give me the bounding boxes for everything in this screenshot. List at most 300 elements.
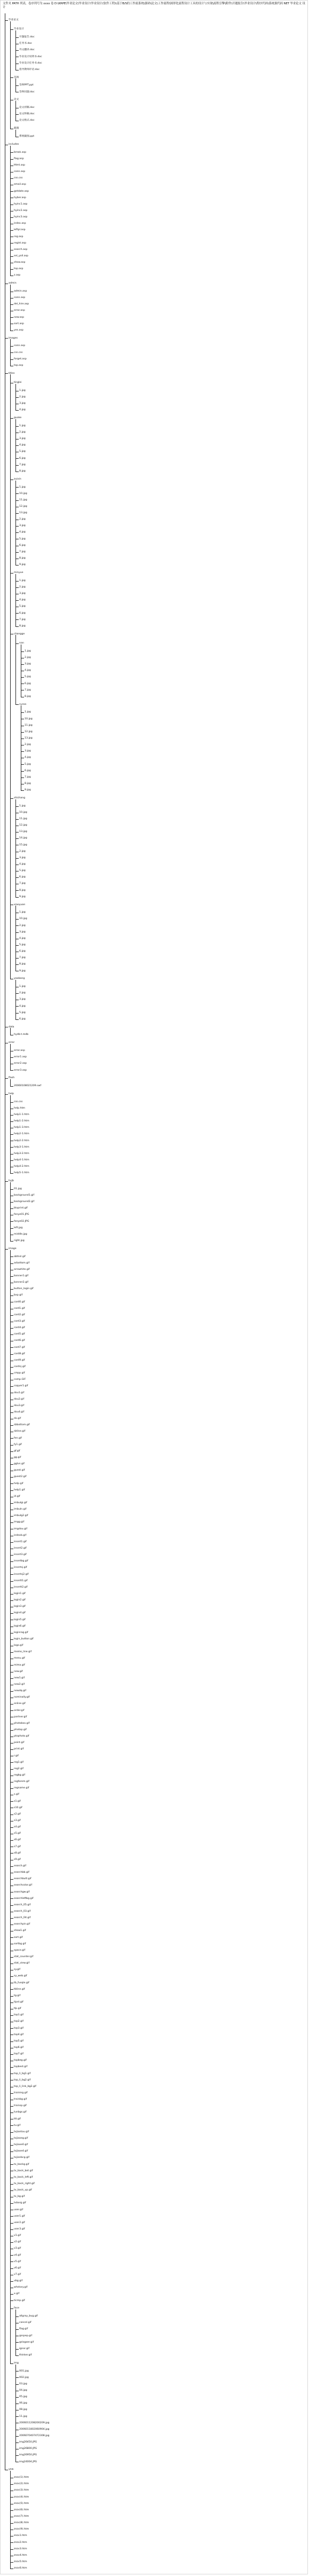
file-label[interactable]: 12.jpg (19, 824, 27, 827)
file-label[interactable]: top7.gif (14, 2053, 24, 2056)
file-label[interactable]: tx_bg.gif (14, 2195, 25, 2198)
file-label[interactable]: gglvs.gif (14, 1463, 25, 1466)
file-label[interactable]: 14.jpg (19, 837, 27, 840)
file-label[interactable]: error.asp (14, 1049, 25, 1053)
file-label[interactable]: img26800.JPG (19, 2447, 37, 2451)
file-label[interactable]: login_button.gif (14, 1637, 34, 1640)
file-label[interactable]: 4.jpg (19, 409, 26, 412)
file-label[interactable]: login5.gif (14, 1618, 26, 1621)
file-label[interactable]: dzbottom.gif (14, 1424, 30, 1427)
file-label[interactable]: znzv3.htm (14, 2547, 27, 2550)
file-label[interactable]: error2.asp (14, 1062, 27, 1065)
file-label[interactable]: 11.jpg (19, 818, 27, 821)
file-label[interactable]: 9.jpg (25, 789, 31, 792)
file-label[interactable]: hydb-t.mdb (14, 1033, 29, 1036)
file-label[interactable]: help1.gif (14, 1488, 25, 1491)
file-label[interactable]: 7.jpg (25, 688, 31, 692)
file-label[interactable]: 2.jpg (19, 396, 26, 399)
folder-label[interactable]: titles (9, 372, 15, 375)
file-label[interactable]: 2.jpg (19, 431, 26, 434)
file-label[interactable]: img26950.JPG (19, 2454, 37, 2457)
file-label[interactable]: 1.jpg (19, 985, 26, 988)
file-label[interactable]: 01.jpg (14, 1187, 22, 1190)
file-label[interactable]: bxp.gif (14, 1294, 23, 1297)
file-label[interactable]: znzv1.htm (14, 2534, 27, 2538)
file-label[interactable]: search.asp (14, 248, 28, 251)
folder-label[interactable]: xiaoyuan (14, 903, 26, 906)
file-label[interactable]: user2.gif (14, 2221, 25, 2224)
file-label[interactable]: conn.asp (14, 296, 26, 300)
file-label[interactable]: copyer1.gif (14, 1385, 28, 1388)
file-label[interactable]: fenye01.JPG (14, 1213, 29, 1216)
file-label[interactable]: card1.gif (14, 1307, 25, 1310)
file-label[interactable]: del_hire.asp (14, 303, 29, 306)
file-label[interactable]: searchbb.gif (14, 1871, 29, 1874)
file-label[interactable]: 7.jpg (19, 882, 26, 885)
file-label[interactable]: tx_back_bot.gif (14, 2169, 33, 2172)
file-label[interactable]: 5.jpg (19, 605, 26, 608)
file-label[interactable]: trainsp.gif (14, 2104, 27, 2108)
file-label[interactable]: txborg.gif (14, 2202, 26, 2205)
folder-label[interactable]: guoke (14, 417, 22, 420)
file-label[interactable]: topbest.gif (14, 2065, 28, 2069)
file-label[interactable]: card0.gif (14, 1300, 25, 1303)
file-label[interactable]: 3.jpg (19, 998, 26, 1001)
file-label[interactable]: 2.jpg (19, 850, 26, 853)
file-label[interactable]: 6.jpg (19, 611, 26, 615)
file-label[interactable]: help2-1.htm (14, 1133, 29, 1136)
file-label[interactable]: training.gif (14, 2091, 28, 2094)
file-label[interactable]: hyinc2.asp (14, 209, 28, 212)
file-label[interactable]: imbulgi.gif (14, 1502, 27, 1504)
file-label[interactable]: sy.gif (14, 1968, 20, 1972)
file-label[interactable]: 论文格式.doc (19, 119, 35, 122)
file-label[interactable]: 2.jpg (19, 585, 26, 588)
file-label[interactable]: s8.gif (14, 1851, 21, 1855)
file-label[interactable]: txjiaoe4.gif (14, 2150, 28, 2153)
file-label[interactable]: tx_back_right.gif (14, 2182, 35, 2185)
file-label[interactable]: s6.gif (14, 1839, 21, 1842)
file-label[interactable]: 6.jpg (19, 457, 26, 460)
file-label[interactable]: 3.jpg (19, 930, 26, 933)
file-label[interactable]: 4.jpg (19, 1004, 26, 1008)
file-label[interactable]: 8.jpg (19, 557, 26, 560)
file-label[interactable]: 8.jpg (19, 963, 26, 966)
file-label[interactable]: hyinc1.asp (14, 202, 28, 206)
file-label[interactable]: 13.jpg (25, 737, 33, 740)
file-label[interactable]: tlp.gif (14, 2007, 21, 2010)
file-label[interactable]: 3.jpg (19, 856, 26, 859)
file-label[interactable]: gsspep.gif (19, 2334, 33, 2337)
file-label[interactable]: s7.gif (14, 1845, 21, 1848)
file-label[interactable]: 3.jpg (19, 437, 26, 441)
file-label[interactable]: tx_back_up.gif (14, 2189, 32, 2192)
file-label[interactable]: v2.gif (14, 2241, 21, 2244)
file-label[interactable]: 7.jpg (19, 618, 26, 621)
file-label[interactable]: searchbutt.gif (14, 1878, 31, 1881)
file-label[interactable]: 03.jpg (19, 2382, 27, 2385)
file-label[interactable]: 6.jpg (19, 876, 26, 879)
file-label[interactable]: 外文翻译.doc (19, 49, 35, 52)
file-label[interactable]: 2.jpg (19, 924, 26, 927)
file-label[interactable]: regname.gif (14, 1787, 29, 1790)
file-label[interactable]: 2.jpg (25, 656, 31, 659)
file-label[interactable]: r.gif (14, 1754, 19, 1757)
file-label[interactable]: search_04.gif (14, 1917, 31, 1920)
file-label[interactable]: card3.gif (14, 1320, 25, 1323)
file-label[interactable]: tunbgs.gif (14, 2111, 27, 2114)
file-label[interactable]: 2006011208200209.jpg (19, 2421, 50, 2424)
file-label[interactable]: menu.gif (14, 1657, 25, 1660)
file-label[interactable]: right.jpg (14, 1239, 25, 1242)
file-label[interactable]: card7.gif (14, 1346, 25, 1349)
folder-label[interactable]: zuixin (14, 477, 21, 481)
file-label[interactable]: 1.jpg (19, 911, 26, 914)
file-label[interactable]: card6.gif (14, 1339, 25, 1342)
file-label[interactable]: txjianbcg.gif (14, 2156, 30, 2159)
file-label[interactable]: 5.jpg (25, 676, 31, 679)
file-label[interactable]: gslogoer.gif (19, 2341, 34, 2344)
file-label[interactable]: sel_yoll.asp (14, 254, 28, 257)
file-label[interactable]: searchpin.gif (14, 1923, 30, 1926)
file-label[interactable]: 4.jpg (19, 444, 26, 447)
file-label[interactable]: index.asp (14, 222, 26, 225)
file-label[interactable]: new.asp (14, 316, 25, 319)
folder-label[interactable]: image (9, 1247, 17, 1250)
file-label[interactable]: leftpl.asp (14, 229, 26, 232)
folder-label[interactable]: includes (9, 143, 19, 146)
file-label[interactable]: left.jpg (14, 1226, 23, 1229)
file-label[interactable]: s2.gif (14, 1812, 21, 1816)
file-label[interactable]: logo.gif (14, 1644, 23, 1647)
file-label[interactable]: 3.jpg (19, 524, 26, 528)
file-label[interactable]: 9.jpg (19, 895, 26, 898)
file-label[interactable]: insertt1.gif (14, 1579, 28, 1582)
file-label[interactable]: 06.jpg (19, 2402, 27, 2405)
file-label[interactable]: ptophoto.gif (14, 1735, 29, 1738)
file-label[interactable]: dou4.gif (14, 1411, 25, 1413)
file-label[interactable]: ttt.gif (14, 2117, 21, 2121)
file-label[interactable]: 10.jpg (19, 917, 27, 921)
file-label[interactable]: searchleftbg.gif (14, 1897, 34, 1900)
file-label[interactable]: s3.gif (14, 1819, 21, 1822)
file-label[interactable]: allgray_bug.gif (19, 2315, 38, 2318)
file-label[interactable]: help2-2.htm (14, 1139, 29, 1142)
file-label[interactable]: flag.asp (14, 157, 24, 160)
file-label[interactable]: regforem.gif (14, 1780, 29, 1784)
file-label[interactable]: help.gif (14, 1482, 23, 1485)
folder-label[interactable]: tinglei (14, 381, 22, 384)
file-label[interactable]: sy_web.gif (14, 1975, 27, 1978)
file-label[interactable]: help4-1.htm (14, 1158, 29, 1161)
file-label[interactable]: background2.gif (14, 1200, 35, 1204)
file-label[interactable]: 15.jpg (19, 843, 27, 846)
file-label[interactable]: 指导教师评语.doc (19, 68, 40, 71)
file-label[interactable]: search_03.gif (14, 1910, 31, 1913)
file-label[interactable]: button_login.gif (14, 1287, 34, 1291)
file-label[interactable]: 4.jpg (19, 599, 26, 602)
file-label[interactable]: arbottom.gif (14, 1261, 30, 1265)
file-label[interactable]: znzv(1).htm (14, 2476, 29, 2479)
file-label[interactable]: ticmp.gif (14, 2299, 25, 2302)
folder-label[interactable]: 毕业设计 (14, 28, 24, 31)
folder-label[interactable]: 毕业论文 (9, 18, 19, 21)
file-label[interactable]: photobox.gif (14, 1722, 30, 1725)
file-label[interactable]: search.gif (14, 1864, 26, 1867)
file-label[interactable]: gg.gif (14, 1456, 21, 1459)
file-label[interactable]: id.gif (14, 1495, 20, 1498)
folder-label[interactable]: nan (19, 642, 24, 645)
file-label[interactable]: login3.gif (14, 1605, 26, 1608)
file-label[interactable]: help3-2.htm (14, 1152, 29, 1155)
file-label[interactable]: partner.gif (14, 1715, 27, 1718)
file-label[interactable]: user.gif (14, 2208, 23, 2211)
file-label[interactable]: thinker.gif (19, 2353, 32, 2357)
file-label[interactable]: 3.jpg (25, 663, 31, 666)
file-label[interactable]: point.gif (14, 1741, 25, 1745)
file-label[interactable]: online.gif (14, 1702, 26, 1706)
file-label[interactable]: 6.jpg (19, 1017, 26, 1020)
file-label[interactable]: login2.gif (14, 1599, 26, 1602)
file-label[interactable]: txjiaoe0.gif (14, 2143, 28, 2147)
folder-label[interactable]: face (14, 2307, 19, 2310)
file-label[interactable]: 毕业设计任务书.doc (19, 61, 42, 65)
file-label[interactable]: regist.asp (14, 241, 27, 245)
file-label[interactable]: print.gif (14, 1748, 24, 1751)
file-label[interactable]: 7.jpg (19, 550, 26, 553)
file-label[interactable]: new.gif (14, 1670, 23, 1673)
file-label[interactable]: help1-1.htm (14, 1113, 29, 1116)
file-label[interactable]: znzv(2).htm (14, 2483, 29, 2486)
file-label[interactable]: regbg.gif (14, 1773, 26, 1777)
file-label[interactable]: error.asp (14, 309, 25, 312)
file-label[interactable]: getdate.asp (14, 190, 29, 193)
file-label[interactable]: s9.gif (14, 1858, 21, 1861)
file-label[interactable]: 9.jpg (19, 969, 26, 972)
file-label[interactable]: znzv6.htm (14, 2567, 27, 2570)
file-label[interactable]: top_li_link_bg2.gif (14, 2085, 36, 2088)
file-label[interactable]: 5.jpg (19, 450, 26, 453)
file-label[interactable]: tg.gif (14, 1994, 21, 1997)
file-label[interactable]: 3.jpg (19, 592, 26, 595)
file-label[interactable]: Html.asp (14, 163, 26, 167)
file-label[interactable]: znzv(8).htm (14, 2522, 29, 2525)
file-label[interactable]: 04.jpg (19, 2389, 27, 2392)
file-label[interactable]: top2.gif (14, 2020, 24, 2023)
file-label[interactable]: 20060108021209.swf (14, 1085, 42, 1088)
file-label[interactable]: insert1.gif (14, 1540, 27, 1543)
file-label[interactable]: 答辩PPT.ppt (19, 84, 34, 87)
folder-label[interactable]: yaobang (14, 977, 25, 980)
file-label[interactable]: 11.jpg (19, 498, 27, 501)
file-label[interactable]: 002.jpg (19, 2376, 29, 2379)
file-label[interactable]: admin.asp (14, 289, 27, 293)
file-label[interactable]: top1.gif (14, 2014, 24, 2017)
file-label[interactable]: 10.jpg (25, 717, 33, 720)
file-label[interactable]: css.css (14, 351, 23, 354)
file-label[interactable]: 8.jpg (19, 624, 26, 627)
file-label[interactable]: znzv(5).htm (14, 2502, 29, 2505)
file-label[interactable]: 4.jpg (19, 531, 26, 534)
file-label[interactable]: top_li_bg1.gif (14, 2072, 31, 2075)
file-label[interactable]: whstory.gif (14, 2286, 28, 2289)
file-label[interactable]: stat_view.gif (14, 1962, 30, 1965)
file-label[interactable]: znzv5.htm (14, 2560, 27, 2563)
file-label[interactable]: znzv(6).htm (14, 2508, 29, 2511)
file-label[interactable]: login4.gif (14, 1612, 26, 1615)
file-label[interactable]: arrowhite.gif (14, 1268, 30, 1271)
file-label[interactable]: help4-2.htm (14, 1165, 29, 1168)
file-label[interactable]: card2.gif (14, 1313, 25, 1316)
file-label[interactable]: hyber.asp (14, 196, 26, 199)
file-label[interactable]: abtnsl.gif (14, 1255, 26, 1258)
file-label[interactable]: topbeg.gif (14, 2059, 27, 2062)
file-label[interactable]: cardnj.gif (14, 1365, 26, 1368)
file-label[interactable]: imgdou.gif (14, 1527, 28, 1530)
file-label[interactable]: 任务书.doc (19, 42, 32, 45)
file-label[interactable]: img26450.JPG (19, 2441, 37, 2444)
file-label[interactable]: img24004.JPG (19, 2460, 37, 2463)
file-label[interactable]: help1-2.htm (14, 1120, 29, 1123)
file-label[interactable]: stat_counter.gif (14, 1955, 34, 1958)
file-label[interactable]: insert2.gif (14, 1546, 27, 1550)
file-label[interactable]: card5.gif (14, 1333, 25, 1336)
file-label[interactable]: guest.gif (14, 1469, 25, 1472)
file-label[interactable]: 6.jpg (25, 769, 31, 772)
file-label[interactable]: insert3.gif (14, 1553, 27, 1557)
file-label[interactable]: top5.gif (14, 2039, 24, 2043)
file-label[interactable]: v6.gif (14, 2266, 21, 2269)
file-label[interactable]: 3.jpg (25, 750, 31, 753)
folder-label[interactable]: nvren (19, 703, 27, 706)
file-label[interactable]: 7.jpg (19, 956, 26, 960)
file-label[interactable]: s10.gif (14, 1806, 22, 1809)
file-label[interactable]: css.css (14, 177, 23, 180)
file-label[interactable]: conn.asp (14, 344, 26, 348)
file-label[interactable]: search_05.gif (14, 1903, 31, 1906)
file-label[interactable]: imgg.gif (14, 1521, 25, 1524)
file-label[interactable]: 1.jpg (19, 804, 26, 807)
file-label[interactable]: order.gif (14, 1709, 25, 1712)
file-label[interactable]: znzv4.htm (14, 2554, 27, 2557)
file-label[interactable]: ignor.gif (19, 2347, 30, 2350)
file-label[interactable]: 答辩问题.doc (19, 90, 35, 93)
file-label[interactable]: top.asp (14, 364, 23, 367)
file-label[interactable]: 5.jpg (25, 763, 31, 766)
file-label[interactable]: 05.jpg (19, 2396, 27, 2399)
file-label[interactable]: imbuln.gif (14, 1508, 27, 1511)
file-label[interactable]: s5.gif (14, 1832, 21, 1835)
file-label[interactable]: insertsj2.gif (14, 1573, 29, 1576)
file-label[interactable]: insertsj.gif (14, 1566, 27, 1569)
file-label[interactable]: comp.GIF (14, 1378, 26, 1381)
file-label[interactable]: 7.jpg (19, 463, 26, 466)
folder-label[interactable]: error (9, 1041, 15, 1044)
file-label[interactable]: 4.jpg (25, 756, 31, 759)
file-label[interactable]: vbg.gif (14, 2280, 23, 2283)
file-label[interactable]: sortbg.gif (14, 1942, 26, 1945)
folder-label[interactable]: img (14, 2361, 19, 2365)
file-label[interactable]: v4.gif (14, 2253, 21, 2257)
folder-label[interactable]: help (9, 1092, 14, 1095)
file-label[interactable]: znzv(3).htm (14, 2489, 29, 2492)
file-label[interactable]: searchcolor.gif (14, 1884, 33, 1887)
file-label[interactable]: hyinc3.asp (14, 216, 28, 219)
file-label[interactable]: 4.jpg (19, 863, 26, 866)
file-label[interactable]: 毕业设计说明书.doc (19, 55, 42, 58)
file-label[interactable]: 12.jpg (25, 730, 33, 733)
file-label[interactable]: card9.gif (14, 1358, 25, 1362)
file-label[interactable]: 08.jpg (19, 2408, 27, 2412)
file-label[interactable]: 3.jpg (19, 402, 26, 405)
file-label[interactable]: 1.jpg (19, 579, 26, 582)
file-label[interactable]: 4.jpg (25, 669, 31, 672)
file-label[interactable]: login6.gif (14, 1624, 26, 1628)
folder-label[interactable]: 答辩 (14, 76, 19, 79)
file-label[interactable]: new1.gif (14, 1676, 25, 1679)
file-label[interactable]: 5.jpg (19, 537, 26, 540)
file-label[interactable]: 13.jpg (19, 830, 27, 834)
folder-label[interactable]: flash (9, 1077, 15, 1080)
file-label[interactable]: 5.jpg (19, 869, 26, 873)
file-label[interactable]: dx.gif (14, 1417, 21, 1420)
file-label[interactable]: tx_backg.gif (14, 2163, 29, 2166)
file-label[interactable]: tipst.gif (14, 2000, 23, 2004)
file-label[interactable]: 论文终稿.doc (19, 113, 35, 116)
file-label[interactable]: dou2.gif (14, 1397, 25, 1401)
file-label[interactable]: 1.jpg (25, 711, 31, 714)
file-label[interactable]: gf.gif (14, 1449, 20, 1452)
file-label[interactable]: 12.jpg (19, 505, 27, 508)
file-label[interactable]: s4.gif (14, 1826, 21, 1829)
file-label[interactable]: trainbg.gif (14, 2098, 27, 2101)
file-label[interactable]: fen.gif (14, 1436, 22, 1440)
file-label[interactable]: tb_fusqle.gif (14, 1981, 29, 1984)
file-label[interactable]: 10.jpg (19, 492, 27, 495)
file-label[interactable]: 6.jpg (19, 544, 26, 547)
file-label[interactable]: banner1.gif (14, 1275, 29, 1278)
file-label[interactable]: new2.gif (14, 1683, 25, 1686)
file-label[interactable]: tbline.gif (14, 1988, 25, 1991)
file-label[interactable]: tu.gif (14, 2124, 21, 2127)
file-label[interactable]: dou1.gif (14, 1391, 25, 1394)
file-label[interactable]: sort.asp (14, 322, 24, 325)
file-label[interactable]: user1.gif (14, 2214, 25, 2218)
file-label[interactable]: indexb.gif (14, 1534, 27, 1537)
file-label[interactable]: 8.jpg (25, 782, 31, 785)
file-label[interactable]: banner2.gif (14, 1281, 29, 1284)
file-label[interactable]: yes.asp (14, 328, 23, 332)
file-label[interactable]: 6.jpg (19, 950, 26, 953)
file-label[interactable]: searchgw.gif (14, 1890, 30, 1894)
folder-label[interactable]: data (9, 1025, 14, 1028)
file-label[interactable]: znzv2.htm (14, 2541, 27, 2544)
file-label[interactable]: background1.gif (14, 1194, 35, 1197)
file-label[interactable]: znzv(4).htm (14, 2495, 29, 2499)
file-label[interactable]: help3-1.htm (14, 1145, 29, 1149)
file-label[interactable]: txjiaoeg.gif (14, 2137, 28, 2140)
file-label[interactable]: newdq.gif (14, 1690, 27, 1693)
file-label[interactable]: middle.jpg (14, 1232, 27, 1236)
file-label[interactable]: 4.jpg (19, 937, 26, 940)
file-label[interactable]: dzline.gif (14, 1430, 26, 1433)
file-label[interactable]: 11.jpg (19, 2415, 27, 2418)
file-label[interactable]: reg2.gif (14, 1767, 24, 1770)
file-label[interactable]: z.asp (14, 274, 21, 277)
file-label[interactable]: 系统截图.ppt (19, 135, 35, 138)
file-label[interactable]: 1.jpg (25, 649, 31, 653)
file-label[interactable]: txjiantou.gif (14, 2130, 29, 2133)
